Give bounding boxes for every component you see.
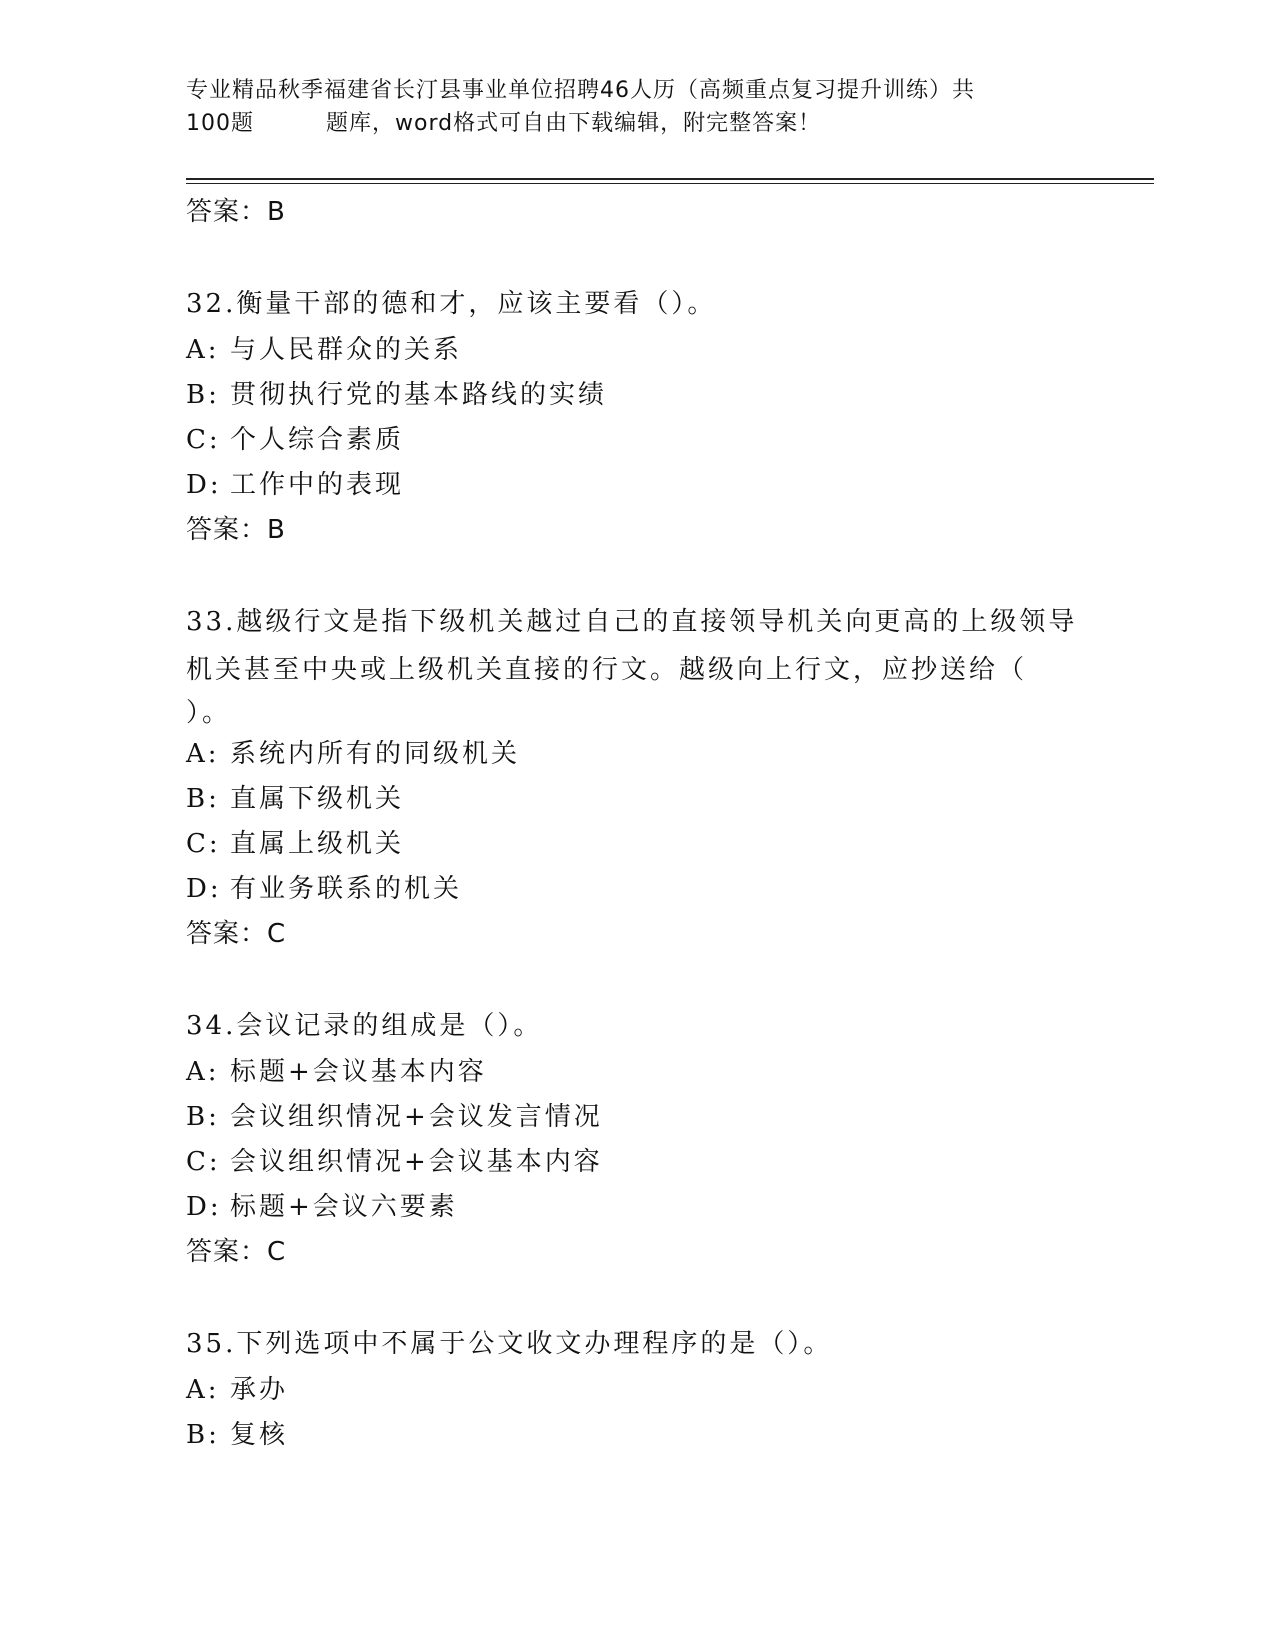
question-stem-line: 33.越级行文是指下级机关越过自己的直接领导机关向更高的上级领导 <box>186 607 1078 637</box>
option-letter: C: <box>186 829 221 859</box>
option-letter: D: <box>186 874 222 904</box>
option-letter: A: <box>186 1375 220 1405</box>
option-text: 复核 <box>230 1420 289 1450</box>
option-text: 个人综合素质 <box>230 425 405 455</box>
option-d <box>186 867 1086 912</box>
option-letter: B: <box>186 380 220 410</box>
option-d <box>186 463 1086 508</box>
answer-line: 答案：C <box>186 1237 287 1267</box>
option-text: 标题+会议基本内容 <box>230 1057 487 1087</box>
option-letter: B: <box>186 1420 220 1450</box>
option-d <box>186 1185 1086 1230</box>
question-item <box>186 598 1086 956</box>
option-c <box>186 1140 1086 1185</box>
option-a <box>186 732 1086 777</box>
option-letter: B: <box>186 784 220 814</box>
option-text: 有业务联系的机关 <box>230 874 463 904</box>
option-text: 直属上级机关 <box>230 829 405 859</box>
question-item <box>186 1002 1086 1274</box>
question-item <box>186 1320 1086 1458</box>
option-a <box>186 1368 1086 1413</box>
option-b <box>186 1095 1086 1140</box>
option-letter: A: <box>186 739 220 769</box>
option-letter: A: <box>186 335 220 365</box>
option-b <box>186 777 1086 822</box>
option-text: 贯彻执行党的基本路线的实绩 <box>230 380 608 410</box>
answer-line: 答案：C <box>186 919 287 949</box>
question-list <box>186 190 1086 1458</box>
header-divider-thin <box>186 183 1154 184</box>
option-letter: D: <box>186 470 222 500</box>
option-text: 承办 <box>230 1375 289 1405</box>
header-question-count: 100题 <box>186 111 254 136</box>
option-c <box>186 822 1086 867</box>
option-b <box>186 1413 1086 1458</box>
header-divider-thick <box>186 178 1154 180</box>
option-b <box>186 373 1086 418</box>
option-text: 直属下级机关 <box>230 784 405 814</box>
header-title-line1: 专业精品秋季福建省长汀县事业单位招聘46人历（高频重点复习提升训练）共 <box>186 78 975 103</box>
header-title-line2 <box>186 107 1106 140</box>
option-letter: B: <box>186 1102 220 1132</box>
question-item <box>186 280 1086 552</box>
option-letter: C: <box>186 1147 221 1177</box>
document-header <box>186 74 1106 140</box>
option-text: 会议组织情况+会议发言情况 <box>230 1102 603 1132</box>
option-letter: A: <box>186 1057 220 1087</box>
option-letter: C: <box>186 425 221 455</box>
option-c <box>186 418 1086 463</box>
question-stem-line: 机关甚至中央或上级机关直接的行文。越级向上行文，应抄送给（ <box>186 655 1028 685</box>
header-description: 题库，word格式可自由下载编辑，附完整答案！ <box>326 111 822 136</box>
option-text: 与人民群众的关系 <box>230 335 463 365</box>
question-stem: 34.会议记录的组成是（）。 <box>186 1011 543 1041</box>
option-text: 标题+会议六要素 <box>230 1192 458 1222</box>
question-stem: 35.下列选项中不属于公文收文办理程序的是（）。 <box>186 1329 833 1359</box>
question-stem: 32.衡量干部的德和才，应该主要看（）。 <box>186 289 717 319</box>
option-letter: D: <box>186 1192 222 1222</box>
option-a <box>186 328 1086 373</box>
answer-line: 答案：B <box>186 197 286 227</box>
option-a <box>186 1050 1086 1095</box>
answer-line: 答案：B <box>186 515 286 545</box>
option-text: 工作中的表现 <box>230 470 405 500</box>
option-text: 系统内所有的同级机关 <box>230 739 521 769</box>
question-stem-line: ）。 <box>186 698 232 728</box>
option-text: 会议组织情况+会议基本内容 <box>230 1147 603 1177</box>
